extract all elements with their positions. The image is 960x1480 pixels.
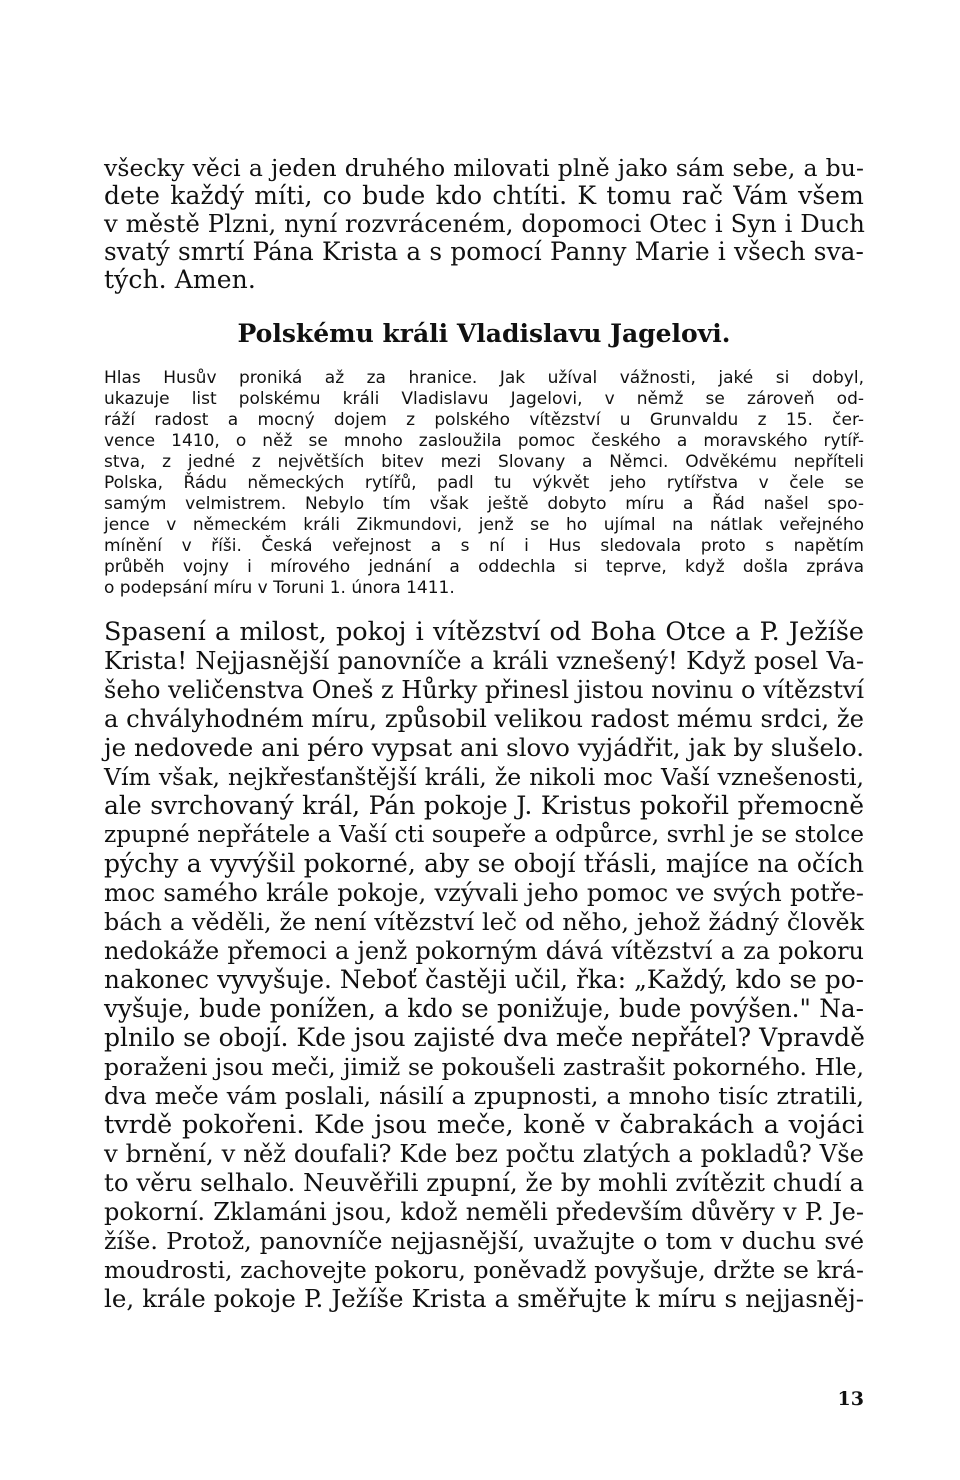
letter-line: šeho veličenstva Oneš z Hůrky přinesl jistou novinu o vítězství — [104, 676, 864, 704]
note-line: ukazuje list polskému králi Vladislavu Jagelovi, v němž se zároveň od- — [104, 389, 864, 409]
note-line: průběh vojny i mírového jednání a oddechla si teprve, když došla zpráva — [104, 557, 864, 577]
letter-line: to věru selhalo. Neuvěřili zpupní, že by mohli zvítězit chudí a — [104, 1168, 864, 1197]
intro-line: svatý smrtí Pána Krista a s pomocí Panny Marie i všech sva- — [104, 237, 864, 266]
letter-line: nedokáže přemoci a jenž pokorným dává vítězství a za pokoru — [104, 937, 864, 965]
note-line: Polska, Řádu německých rytířů, padl tu výkvět jeho rytířstva v čele se — [104, 473, 864, 493]
letter-line: Vím však, nejkřesťanštější králi, že nikoli moc Vaší vznešenosti, — [104, 763, 864, 791]
letter-line: Spasení a milost, pokoj i vítězství od Boha Otce a P. Ježíše — [104, 617, 864, 647]
note-line: Hlas Husův proniká až za hranice. Jak užíval vážnosti, jaké si dobyl, — [104, 368, 864, 388]
note-line: jence v německém králi Zikmundovi, jenž se ho ujímal na nátlak veřejného — [104, 515, 864, 535]
letter-line: moc samého krále pokoje, vzývali jeho pomoc ve svých potře- — [104, 878, 864, 907]
intro-line: dete každý míti, co bude kdo chtíti. K tomu rač Vám všem — [104, 181, 864, 210]
letter-line: plnilo se obojí. Kde jsou zajisté dva meče nepřátel? Vpravdě — [104, 1023, 865, 1052]
page-number: 13 — [837, 1388, 864, 1410]
letter-line: bách a věděli, že není vítězství leč od něho, jehož žádný člověk — [104, 908, 864, 936]
intro-line: tých. Amen. — [104, 265, 256, 294]
letter-line: le, krále pokoje P. Ježíše Krista a směřujte k míru s nejjasněj- — [104, 1284, 864, 1313]
letter-line: je nedovede ani péro vypsat ani slovo vyjádřit, jak by slušelo. — [104, 733, 864, 762]
note-line: vence 1410, o něž se mnoho zasloužila pomoc českého a moravského rytíř- — [104, 431, 864, 451]
letter-line: poraženi jsou meči, jimiž se pokoušeli zastrašit pokorného. Hle, — [104, 1053, 864, 1081]
letter-line: Krista! Nejjasnější panovníče a králi vznešený! Když posel Va- — [104, 647, 864, 675]
letter-line: v brnění, v něž doufali? Kde bez počtu zlatých a pokladů? Vše — [104, 1139, 864, 1168]
letter-line: a chvályhodném míru, způsobil velikou radost mému srdci, že — [104, 704, 864, 733]
letter-line: žíše. Protož, panovníče nejjasnější, uvažujte o tom v duchu své — [104, 1227, 864, 1255]
letter-line: zpupné nepřátele a Vaší cti soupeře a odpůrce, svrhl je se stolce — [104, 821, 864, 848]
note-line: mínění v říši. Česká veřejnost a s ní i Hus sledovala proto s napětím — [104, 536, 864, 556]
intro-line: v městě Plzni, nyní rozvráceném, dopomoci Otec i Syn i Duch — [104, 209, 865, 238]
letter-line: vyšuje, bude ponížen, a kdo se ponižuje, bude povýšen." Na- — [104, 994, 864, 1023]
letter-line: dva meče vám poslali, násilí a zpupnosti, a mnoho tisíc ztratili, — [104, 1082, 864, 1110]
note-line: o podepsání míru v Toruni 1. února 1411. — [104, 578, 455, 598]
letter-line: pokorní. Zklamáni jsou, kdož neměli především důvěry v P. Je- — [104, 1198, 864, 1226]
letter-line: nakonec vyvyšuje. Neboť častěji učil, řka: „Každý, kdo se po- — [104, 965, 864, 994]
intro-line: všecky věci a jeden druhého milovati plně jako sám sebe, a bu- — [104, 154, 864, 182]
note-line: stva, z jedné z největších bitev mezi Slovany a Němci. Odvěkému nepříteli — [104, 452, 864, 472]
letter-line: ale svrchovaný král, Pán pokoje J. Kristus pokořil přemocně — [104, 791, 864, 820]
section-heading: Polskému králi Vladislavu Jagelovi. — [237, 319, 731, 348]
letter-line: tvrdě pokořeni. Kde jsou meče, koně v čabrakách a vojáci — [104, 1110, 864, 1140]
note-line: samým velmistrem. Nebylo tím však ještě dobyto míru a Řád našel spo- — [104, 494, 864, 514]
letter-line: pýchy a vyvýšil pokorné, aby se obojí třásli, majíce na očích — [104, 849, 864, 878]
letter-line: moudrosti, zachovejte pokoru, poněvadž povyšuje, držte se krá- — [104, 1256, 864, 1284]
note-line: ráží radost a mocný dojem z polského vítězství u Grunvaldu z 15. čer- — [104, 410, 864, 430]
